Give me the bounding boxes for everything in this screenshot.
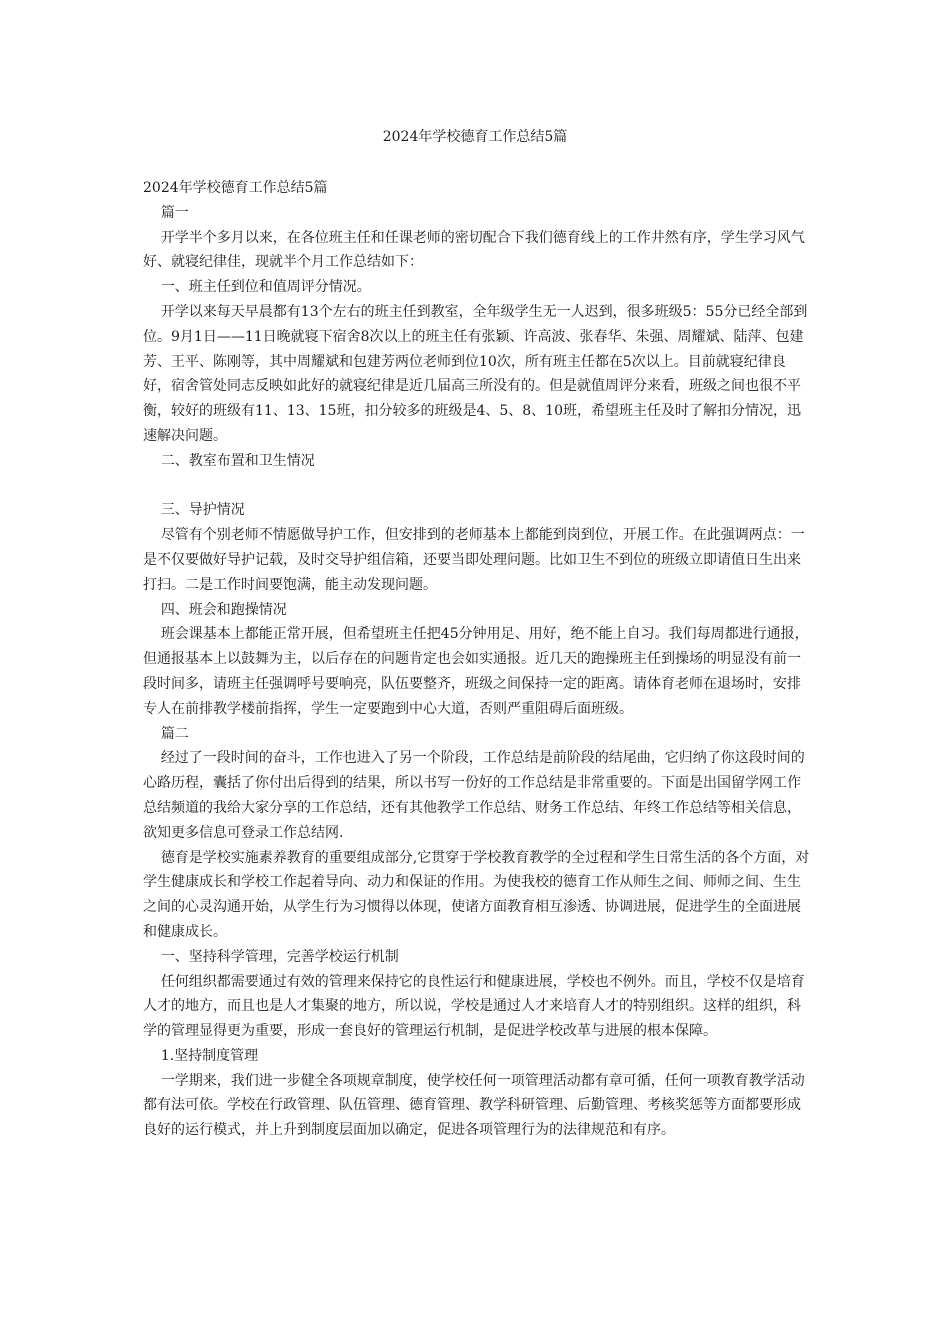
document-body <box>143 176 811 1143</box>
body-paragraph: 开学半个多月以来，在各位班主任和任课老师的密切配合下我们德育线上的工作井然有序，学生学习风气好、就寝纪律佳，现就半个月工作总结如下： <box>143 229 805 271</box>
body-paragraph: 三、导护情况 <box>160 502 245 519</box>
body-paragraph: 尽管有个别老师不情愿做导护工作，但安排到的老师基本上都能到岗到位，开展工作。在此强调两点：一是不仅要做好导护记载，及时交导护组信箱，还要当即处理问题。比如卫生不到位的班级立即请值日生出来打扫。二是工作时间要饱满，能主动发现问题。 <box>143 527 805 593</box>
body-paragraph: 二、教室布置和卫生情况 <box>160 452 315 469</box>
body-paragraph: 班会课基本上都能正常开展，但希望班主任把45分钟用足、用好，绝不能上自习。我们每周都进行通报，但通报基本上以鼓舞为主，以后存在的问题肯定也会如实通报。近几天的跑操班主任到操场的明显没有前一段时间多，请班主任强调呼号要响亮，队伍要整齐，班级之间保持一定的距离。请体育老师在退场时，安排专人在前排教学楼前指挥，学生一定要跑到中心大道，否则严重阻碍后面班级。 <box>143 626 809 717</box>
body-paragraph: 一学期来，我们进一步健全各项规章制度，使学校任何一项管理活动都有章可循，任何一项教育教学活动都有法可依。学校在行政管理、队伍管理、德育管理、教学科研管理、后勤管理、考核奖惩等方面都要形成良好的运行模式，并上升到制度层面加以确定，促进各项管理行为的法律规范和有序。 <box>143 1072 805 1139</box>
body-paragraph: 篇二 <box>160 725 189 742</box>
body-paragraph: 一、班主任到位和值周评分情况。 <box>160 279 371 296</box>
body-paragraph: 一、坚持科学管理，完善学校运行机制 <box>160 948 399 965</box>
body-paragraph: 篇一 <box>160 204 189 221</box>
blank-line <box>143 474 811 499</box>
body-paragraph: 任何组织都需要通过有效的管理来保持它的良性运行和健康进展，学校也不例外。而且，学校不仅是培育人才的地方，而且也是人才集聚的地方，所以说，学校是通过人才来培育人才的特别组织。这样的组织，科学的管理显得更为重要，形成一套良好的管理运行机制，是促进学校改革与进展的根本保障。 <box>143 973 805 1040</box>
body-paragraph: 2024年学校德育工作总结5篇 <box>143 180 328 196</box>
body-paragraph: 四、班会和跑操情况 <box>160 601 287 618</box>
body-paragraph: 开学以来每天早晨都有13个左右的班主任到教室，全年级学生无一人迟到，很多班级5：55分已经全部到位。9月1日——11日晚就寝下宿舍8次以上的班主任有张颖、许高波、张春华、朱强、周耀斌、陆萍、包建芳、王平、陈刚等，其中周耀斌和包建芳两位老师到位10次，所有班主任都在5次以上。目前就寝纪律良好，宿舍管处同志反映如此好的就寝纪律是近几届高三所没有的。但是就值周评分来看，班级之间也很不平衡，较好的班级有11、13、15班，扣分较多的班级是4、5、8、10班，希望班主任及时了解扣分情况，迅速解决问题。 <box>143 303 808 444</box>
document-title: 2024年学校德育工作总结5篇 <box>382 129 568 145</box>
body-paragraph: 1.坚持制度管理 <box>160 1047 259 1064</box>
body-paragraph: 德育是学校实施素养教育的重要组成部分,它贯穿于学校教育教学的全过程和学生日常生活的各个方面，对学生健康成长和学校工作起着导向、动力和保证的作用。为使我校的德育工作从师生之间、师师之间、生生之间的心灵沟通开始，从学生行为习惯得以体现，使诸方面教育相互渗透、协调进展，促进学生的全面进展和健康成长。 <box>143 849 810 940</box>
body-paragraph: 经过了一段时间的奋斗，工作也进入了另一个阶段，工作总结是前阶段的结尾曲，它归纳了你这段时间的心路历程，囊括了你付出后得到的结果，所以书写一份好的工作总结是非常重要的。下面是出国留学网工作总结频道的我给大家分享的工作总结，还有其他教学工作总结、财务工作总结、年终工作总结等相关信息，欲知更多信息可登录工作总结网. <box>143 750 805 841</box>
